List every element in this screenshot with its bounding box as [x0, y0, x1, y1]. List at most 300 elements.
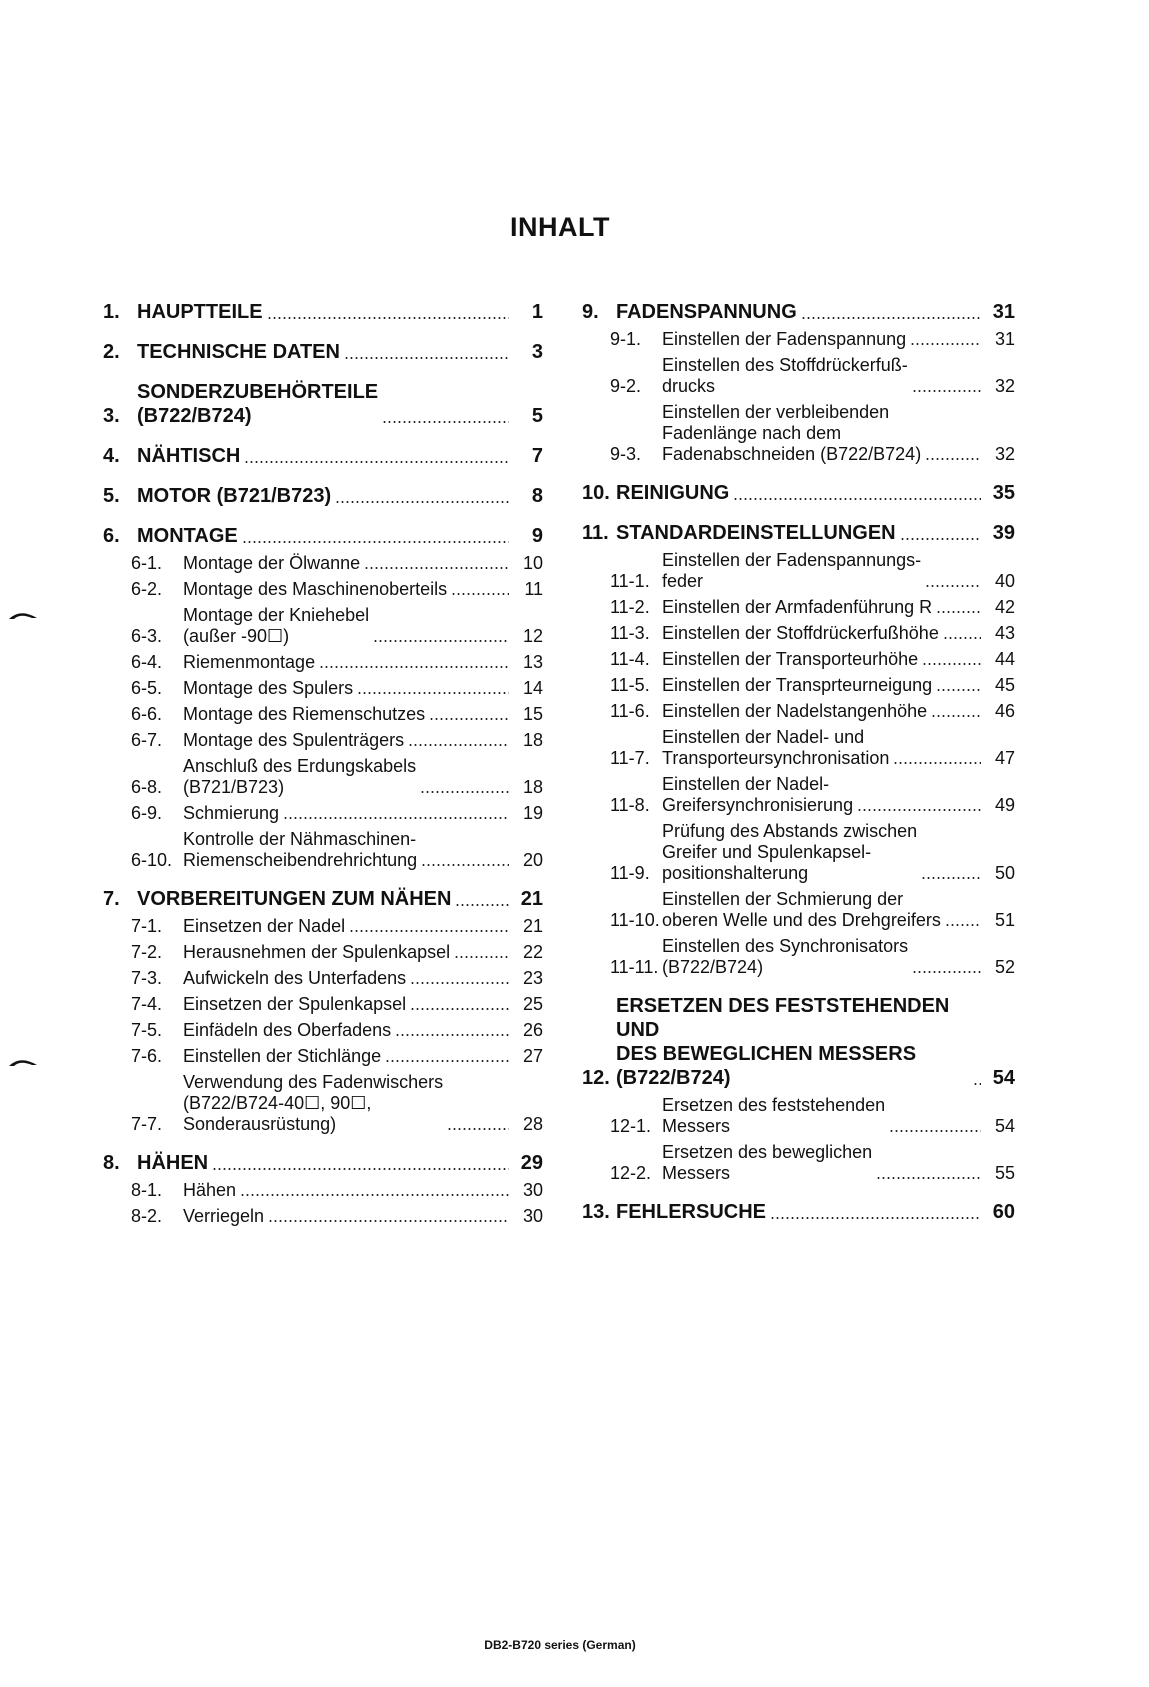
- subsection-title: Einstellen der Nadel- und Transporteursynchronisation: [662, 727, 890, 768]
- section-page-number: 29: [520, 1152, 543, 1174]
- dot-leader: [385, 1060, 509, 1062]
- subsection-page-number: 30: [522, 1180, 543, 1200]
- subsection-title-wrap: [662, 550, 985, 592]
- section-title: SONDERZUBEHÖRTEILE (B722/B724): [137, 381, 379, 427]
- subsection-title: Einstellen der Stichlänge: [183, 1046, 382, 1066]
- subsection-page-number: 52: [994, 957, 1015, 977]
- subsection-page-number: 40: [994, 571, 1015, 591]
- dot-leader: [931, 715, 981, 717]
- subsection-title-wrap: [183, 756, 513, 798]
- subsection-number: 6-7.: [131, 730, 163, 750]
- section-title: STANDARDEINSTELLUNGEN: [616, 522, 896, 544]
- subsection-title: Einstellen der Schmierung der oberen Welle und des Drehgreifers: [662, 889, 941, 930]
- subsection-title: Einstellen der Transporteurhöhe: [662, 649, 919, 669]
- subsection-number: 9-2.: [610, 376, 642, 396]
- section-title-wrap: [137, 380, 513, 428]
- subsection-title-wrap: [662, 727, 985, 769]
- toc-subsection: [103, 756, 543, 798]
- subsection-title-wrap: [183, 829, 513, 871]
- toc-subsection: [582, 936, 1015, 978]
- section-title-wrap: [137, 300, 513, 324]
- section-page-number: 9: [531, 525, 543, 547]
- subsection-page-number: 50: [994, 863, 1015, 883]
- subsection-title-wrap: [662, 402, 985, 465]
- dot-leader: [733, 498, 981, 500]
- subsection-title: Anschluß des Erdungskabels (B721/B723): [183, 756, 417, 797]
- subsection-page-number: 43: [994, 623, 1015, 643]
- dot-leader: [910, 343, 981, 345]
- toc-subsection: [103, 1180, 543, 1201]
- subsection-page-number: 11: [524, 579, 543, 599]
- subsection-number: 12-1.: [610, 1116, 652, 1136]
- section-title-wrap: [137, 524, 513, 548]
- subsection-page-number: 32: [994, 376, 1015, 396]
- subsection-title: Einstellen der Nadelstangenhöhe: [662, 701, 928, 721]
- section-title: MONTAGE: [137, 525, 238, 547]
- subsection-title: Einstellen der Nadel- Greifersynchronisierung: [662, 774, 854, 815]
- section-page-number: 60: [992, 1201, 1015, 1223]
- toc-subsection: [103, 968, 543, 989]
- subsection-title-wrap: [183, 803, 513, 824]
- subsection-title-wrap: [183, 968, 513, 989]
- subsection-page-number: 31: [994, 329, 1015, 349]
- subsection-number: 7-5.: [131, 1020, 163, 1040]
- toc-section-heading: [103, 340, 543, 364]
- toc-subsection: [103, 1072, 543, 1135]
- toc-subsection: [103, 730, 543, 751]
- section-number: 1.: [103, 301, 120, 323]
- subsection-number: 6-8.: [131, 777, 163, 797]
- section-title: HAUPTTEILE: [137, 301, 263, 323]
- section-title-wrap: [137, 484, 513, 508]
- section-page-number: 5: [531, 405, 543, 427]
- toc-subsection: [582, 727, 1015, 769]
- subsection-number: 7-7.: [131, 1114, 163, 1134]
- toc-subsection: [582, 1095, 1015, 1137]
- subsection-page-number: 22: [522, 942, 543, 962]
- subsection-title: Einstellen der Fadenspannungs- feder: [662, 550, 922, 591]
- toc-subsection: [103, 1020, 543, 1041]
- section-page-number: 8: [531, 485, 543, 507]
- subsection-page-number: 19: [522, 803, 543, 823]
- toc-subsection: [103, 553, 543, 574]
- toc-section-heading: [103, 380, 543, 428]
- dot-leader: [876, 1177, 981, 1179]
- subsection-number: 9-3.: [610, 444, 642, 464]
- subsection-title-wrap: [662, 1095, 985, 1137]
- toc-section: [103, 444, 543, 468]
- subsection-page-number: 10: [522, 553, 543, 573]
- subsection-title-wrap: [183, 942, 513, 963]
- subsection-title-wrap: [662, 675, 985, 696]
- dot-leader: [267, 317, 509, 319]
- subsection-page-number: 18: [522, 777, 543, 797]
- subsection-title: Einstellen des Stoffdrückerfuß- drucks: [662, 355, 908, 396]
- subsection-page-number: 13: [522, 652, 543, 672]
- page-title: INHALT: [510, 212, 610, 242]
- subsection-title-wrap: [662, 889, 985, 931]
- toc-subsection: [103, 803, 543, 824]
- subsection-title-wrap: [183, 1072, 513, 1135]
- subsection-title: Montage des Spulenträgers: [183, 730, 405, 750]
- toc-section: [103, 484, 543, 508]
- toc-subsection: [582, 1142, 1015, 1184]
- section-title-wrap: [137, 340, 513, 364]
- subsection-title: Montage der Ölwanne: [183, 553, 361, 573]
- subsection-title-wrap: [662, 329, 985, 350]
- dot-leader: [943, 637, 981, 639]
- subsection-page-number: 20: [522, 850, 543, 870]
- toc-subsection: [582, 597, 1015, 618]
- toc-section: [103, 887, 543, 1135]
- subsection-title-wrap: [183, 730, 513, 751]
- dot-leader: [912, 971, 981, 973]
- subsection-number: 11-2.: [610, 597, 650, 617]
- dot-leader: [451, 593, 509, 595]
- margin-binding-mark: [8, 608, 38, 620]
- subsection-number: 6-3.: [131, 626, 163, 646]
- subsection-title-wrap: [183, 553, 513, 574]
- dot-leader: [857, 809, 981, 811]
- subsection-title: Aufwickeln des Unterfadens: [183, 968, 407, 988]
- toc-section-heading: [582, 300, 1015, 324]
- subsection-title: Herausnehmen der Spulenkapsel: [183, 942, 451, 962]
- dot-leader: [420, 791, 509, 793]
- subsection-page-number: 15: [522, 704, 543, 724]
- dot-leader: [283, 817, 509, 819]
- dot-leader: [889, 1130, 981, 1132]
- dot-leader: [410, 982, 509, 984]
- subsection-title: Einstellen der Transprteurneigung: [662, 675, 933, 695]
- toc-section-heading: [103, 444, 543, 468]
- subsection-title-wrap: [183, 1020, 513, 1041]
- dot-leader: [349, 930, 509, 932]
- subsection-number: 7-4.: [131, 994, 163, 1014]
- section-page-number: 3: [531, 341, 543, 363]
- subsection-page-number: 49: [994, 795, 1015, 815]
- toc-subsection: [582, 623, 1015, 644]
- dot-leader: [900, 538, 981, 540]
- subsection-title-wrap: [183, 579, 513, 600]
- subsection-number: 7-6.: [131, 1046, 163, 1066]
- dot-leader: [373, 640, 509, 642]
- subsection-number: 11-8.: [610, 795, 650, 815]
- subsection-number: 12-2.: [610, 1163, 652, 1183]
- dot-leader: [244, 461, 509, 463]
- dot-leader: [319, 666, 509, 668]
- dot-leader: [240, 1194, 509, 1196]
- toc-subsection: [103, 704, 543, 725]
- section-number: 11.: [582, 522, 609, 544]
- toc-section: [582, 994, 1015, 1184]
- toc-right-column: [582, 300, 1015, 1240]
- toc-section: [582, 300, 1015, 465]
- toc-section-heading: [103, 524, 543, 548]
- section-title: MOTOR (B721/B723): [137, 485, 332, 507]
- section-number: 6.: [103, 525, 120, 547]
- subsection-page-number: 23: [522, 968, 543, 988]
- toc-section: [103, 524, 543, 871]
- subsection-page-number: 55: [994, 1163, 1015, 1183]
- subsection-title-wrap: [662, 821, 985, 884]
- section-title-wrap: [616, 300, 985, 324]
- toc-subsection: [103, 916, 543, 937]
- dot-leader: [357, 692, 509, 694]
- subsection-title: Montage der Kniehebel (außer -90☐): [183, 605, 370, 646]
- subsection-title-wrap: [183, 704, 513, 725]
- page-footer: DB2-B720 series (German): [484, 1638, 636, 1652]
- subsection-title-wrap: [183, 1206, 513, 1227]
- section-title-wrap: [137, 1151, 513, 1175]
- subsection-number: 11-9.: [610, 863, 650, 883]
- toc-section-heading: [582, 521, 1015, 545]
- toc-subsection: [103, 1206, 543, 1227]
- subsection-title: Verriegeln: [183, 1206, 265, 1226]
- dot-leader: [382, 421, 509, 423]
- section-title-wrap: [616, 481, 985, 505]
- section-number: 8.: [103, 1152, 120, 1174]
- subsection-title-wrap: [662, 774, 985, 816]
- toc-subsection: [103, 579, 543, 600]
- section-page-number: 39: [992, 522, 1015, 544]
- subsection-title: Riemenmontage: [183, 652, 316, 672]
- subsection-title: Einstellen des Synchronisators (B722/B724): [662, 936, 909, 977]
- dot-leader: [408, 744, 509, 746]
- toc-left-column: [103, 300, 543, 1243]
- subsection-page-number: 51: [994, 910, 1015, 930]
- subsection-number: 11-3.: [610, 623, 650, 643]
- subsection-number: 11-1.: [610, 571, 650, 591]
- subsection-title: Montage des Maschinenoberteils: [183, 579, 448, 599]
- dot-leader: [936, 611, 981, 613]
- toc-section-heading: [103, 484, 543, 508]
- subsection-page-number: 45: [994, 675, 1015, 695]
- section-title-wrap: [616, 994, 985, 1090]
- dot-leader: [936, 689, 981, 691]
- toc-section-heading: [103, 887, 543, 911]
- subsection-title: Einstellen der Fadenspannung: [662, 329, 907, 349]
- toc-section-heading: [103, 1151, 543, 1175]
- subsection-title-wrap: [662, 649, 985, 670]
- dot-leader: [801, 317, 981, 319]
- subsection-title-wrap: [662, 623, 985, 644]
- dot-leader: [344, 357, 509, 359]
- subsection-page-number: 28: [522, 1114, 543, 1134]
- section-title: FEHLERSUCHE: [616, 1201, 767, 1223]
- section-title: REINIGUNG: [616, 482, 730, 504]
- dot-leader: [912, 390, 981, 392]
- dot-leader: [410, 1008, 509, 1010]
- subsection-title: Montage des Riemenschutzes: [183, 704, 426, 724]
- toc-subsection: [582, 402, 1015, 465]
- subsection-title-wrap: [183, 678, 513, 699]
- subsection-title: Einstellen der Armfadenführung R: [662, 597, 933, 617]
- toc-section-heading: [582, 481, 1015, 505]
- toc-subsection: [103, 1046, 543, 1067]
- toc-section: [103, 300, 543, 324]
- toc-subsection: [582, 550, 1015, 592]
- toc-subsection: [582, 821, 1015, 884]
- toc-subsection: [582, 675, 1015, 696]
- dot-leader: [335, 501, 509, 503]
- subsection-number: 7-2.: [131, 942, 163, 962]
- subsection-title: Hähen: [183, 1180, 237, 1200]
- toc-subsection: [582, 649, 1015, 670]
- section-number: 12.: [582, 1067, 610, 1089]
- subsection-number: 8-2.: [131, 1206, 163, 1226]
- subsection-title: Einstellen der Stoffdrückerfußhöhe: [662, 623, 939, 643]
- dot-leader: [925, 585, 981, 587]
- dot-leader: [268, 1220, 509, 1222]
- dot-leader: [395, 1034, 509, 1036]
- toc-section: [103, 380, 543, 428]
- toc-subsection: [582, 355, 1015, 397]
- subsection-number: 6-1.: [131, 553, 163, 573]
- subsection-number: 11-11.: [610, 957, 659, 977]
- toc-section: [582, 521, 1015, 978]
- section-title: FADENSPANNUNG: [616, 301, 797, 323]
- dot-leader: [973, 1083, 981, 1085]
- toc-subsection: [582, 329, 1015, 350]
- toc-section: [103, 340, 543, 364]
- toc-subsection: [103, 678, 543, 699]
- subsection-number: 11-6.: [610, 701, 650, 721]
- section-number: 9.: [582, 301, 599, 323]
- subsection-page-number: 32: [994, 444, 1015, 464]
- toc-subsection: [582, 701, 1015, 722]
- dot-leader: [922, 663, 981, 665]
- subsection-title-wrap: [662, 1142, 985, 1184]
- subsection-number: 7-1.: [131, 916, 163, 936]
- subsection-title: Kontrolle der Nähmaschinen- Riemenscheibendrehrichtung: [183, 829, 418, 870]
- section-title-wrap: [616, 1200, 985, 1224]
- dot-leader: [429, 718, 509, 720]
- section-number: 2.: [103, 341, 120, 363]
- dot-leader: [454, 956, 509, 958]
- subsection-title: Ersetzen des beweglichen Messers: [662, 1142, 873, 1183]
- subsection-title-wrap: [183, 652, 513, 673]
- toc-section-heading: [582, 994, 1015, 1090]
- subsection-title: Verwendung des Fadenwischers (B722/B724-40☐, 90☐, Sonderausrüstung): [183, 1072, 444, 1134]
- section-title: VORBEREITUNGEN ZUM NÄHEN: [137, 888, 452, 910]
- subsection-title: Schmierung: [183, 803, 280, 823]
- section-page-number: 54: [992, 1067, 1015, 1089]
- subsection-title: Ersetzen des feststehenden Messers: [662, 1095, 886, 1136]
- margin-binding-mark: [8, 1055, 38, 1067]
- toc-subsection: [582, 774, 1015, 816]
- section-title: NÄHTISCH: [137, 445, 241, 467]
- toc-subsection: [103, 829, 543, 871]
- section-page-number: 35: [992, 482, 1015, 504]
- dot-leader: [242, 541, 509, 543]
- subsection-page-number: 30: [522, 1206, 543, 1226]
- dot-leader: [893, 762, 981, 764]
- section-title: TECHNISCHE DATEN: [137, 341, 340, 363]
- toc-section-heading: [103, 300, 543, 324]
- dot-leader: [212, 1168, 509, 1170]
- subsection-number: 6-4.: [131, 652, 163, 672]
- subsection-title: Einsetzen der Spulenkapsel: [183, 994, 407, 1014]
- subsection-number: 6-5.: [131, 678, 163, 698]
- subsection-title: Einstellen der verbleibenden Fadenlänge nach dem Fadenabschneiden (B722/B724): [662, 402, 922, 464]
- section-title: HÄHEN: [137, 1152, 209, 1174]
- dot-leader: [945, 924, 981, 926]
- subsection-page-number: 14: [522, 678, 543, 698]
- subsection-title-wrap: [662, 597, 985, 618]
- subsection-number: 6-2.: [131, 579, 163, 599]
- subsection-title: Prüfung des Abstands zwischen Greifer und Spulenkapsel- positionshalterung: [662, 821, 918, 883]
- toc-subsection: [103, 605, 543, 647]
- subsection-page-number: 18: [522, 730, 543, 750]
- section-page-number: 31: [992, 301, 1015, 323]
- subsection-page-number: 47: [994, 748, 1015, 768]
- subsection-number: 6-10.: [131, 850, 173, 870]
- subsection-page-number: 21: [522, 916, 543, 936]
- dot-leader: [770, 1217, 981, 1219]
- subsection-page-number: 46: [994, 701, 1015, 721]
- section-title-wrap: [137, 887, 513, 911]
- subsection-page-number: 12: [522, 626, 543, 646]
- toc-section: [582, 481, 1015, 505]
- section-page-number: 7: [531, 445, 543, 467]
- subsection-page-number: 44: [994, 649, 1015, 669]
- section-number: 5.: [103, 485, 120, 507]
- toc-section: [582, 1200, 1015, 1224]
- subsection-number: 8-1.: [131, 1180, 163, 1200]
- subsection-title-wrap: [183, 916, 513, 937]
- toc-subsection: [103, 652, 543, 673]
- toc-section: [103, 1151, 543, 1227]
- subsection-title-wrap: [183, 605, 513, 647]
- subsection-title: Einsetzen der Nadel: [183, 916, 346, 936]
- subsection-title-wrap: [183, 1180, 513, 1201]
- section-page-number: 21: [520, 888, 543, 910]
- subsection-number: 11-7.: [610, 748, 650, 768]
- section-number: 3.: [103, 405, 120, 427]
- subsection-number: 6-9.: [131, 803, 163, 823]
- dot-leader: [921, 877, 981, 879]
- subsection-number: 11-5.: [610, 675, 650, 695]
- subsection-number: 11-4.: [610, 649, 650, 669]
- subsection-page-number: 42: [994, 597, 1015, 617]
- subsection-number: 9-1.: [610, 329, 642, 349]
- section-page-number: 1: [531, 301, 543, 323]
- subsection-page-number: 54: [994, 1116, 1015, 1136]
- toc-section-heading: [582, 1200, 1015, 1224]
- subsection-title-wrap: [183, 994, 513, 1015]
- section-number: 13.: [582, 1201, 610, 1223]
- subsection-page-number: 27: [522, 1046, 543, 1066]
- subsection-title-wrap: [662, 936, 985, 978]
- subsection-page-number: 25: [522, 994, 543, 1014]
- dot-leader: [364, 567, 509, 569]
- section-title-wrap: [137, 444, 513, 468]
- dot-leader: [421, 864, 509, 866]
- subsection-title: Montage des Spulers: [183, 678, 354, 698]
- subsection-number: 7-3.: [131, 968, 163, 988]
- section-number: 7.: [103, 888, 120, 910]
- toc-subsection: [103, 942, 543, 963]
- section-number: 10.: [582, 482, 610, 504]
- subsection-title-wrap: [662, 701, 985, 722]
- subsection-number: 6-6.: [131, 704, 163, 724]
- toc-subsection: [582, 889, 1015, 931]
- dot-leader: [447, 1128, 509, 1130]
- section-number: 4.: [103, 445, 120, 467]
- section-title: ERSETZEN DES FESTSTEHENDEN UND DES BEWEGLICHEN MESSERS (B722/B724): [616, 995, 950, 1089]
- subsection-page-number: 26: [522, 1020, 543, 1040]
- subsection-title-wrap: [183, 1046, 513, 1067]
